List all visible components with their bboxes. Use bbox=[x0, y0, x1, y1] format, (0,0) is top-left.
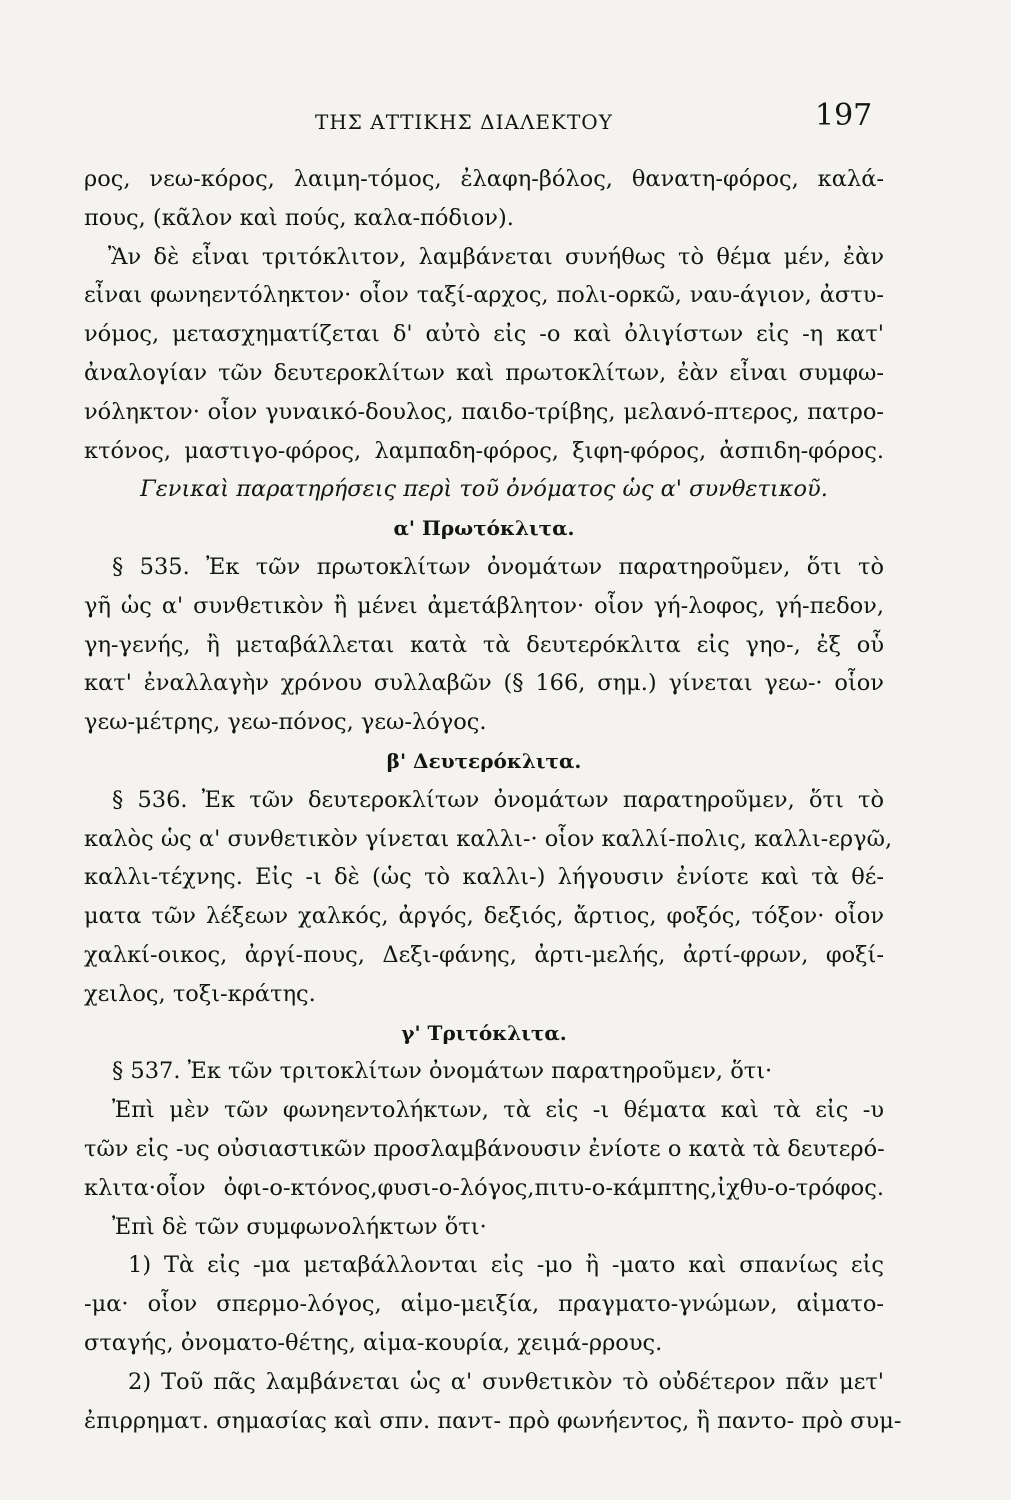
text-line: 1) Τὰ εἰς -μα μεταβάλλονται εἰς -μο ἢ -ματο καὶ σπανίως εἰς bbox=[128, 1252, 884, 1279]
text-line: ματα τῶν λέξεων χαλκός, ἀργός, δεξιός, ἄρτιος, φοξός, τόξον· οἷον bbox=[84, 903, 884, 930]
section-title: Γενικαὶ παρατηρήσεις περὶ τοῦ ὀνόματος ὡς α' συνθετικοῦ. bbox=[140, 476, 828, 503]
text-line: εἶναι φωνηεντόληκτον· οἷον ταξί-αρχος, πολι-ορκῶ, ναυ-άγιον, ἀστυ- bbox=[84, 282, 884, 309]
text-line: χειλος, τοξι-κράτης. bbox=[84, 980, 316, 1007]
text-line: σταγής, ὀνοματο-θέτης, αἱμα-κουρία, χειμά-ρρους. bbox=[84, 1329, 663, 1356]
text-line: κλιτα·οἷον ὀφι-ο-κτόνος,φυσι-ο-λόγος,πιτυ-ο-κάμπτης,ἰχθυ-ο-τρόφος. bbox=[84, 1174, 884, 1201]
text-line: ἐπιρρηματ. σημασίας καὶ σπν. παντ- πρὸ φωνήεντος, ἢ παντο- πρὸ συμ- bbox=[84, 1407, 902, 1434]
subsection-heading: β' Δευτερόκλιτα. bbox=[386, 748, 582, 773]
text-line: Ἐπὶ μὲν τῶν φωνηεντολήκτων, τὰ εἰς -ι θέματα καὶ τὰ εἰς -υ bbox=[112, 1097, 884, 1124]
text-line: κτόνος, μαστιγο-φόρος, λαμπαδη-φόρος, ξιφη-φόρος, ἀσπιδη-φόρος. bbox=[84, 437, 884, 464]
page-number: 197 bbox=[815, 98, 873, 133]
subsection-heading: α' Πρωτόκλιτα. bbox=[393, 516, 575, 541]
running-title: ΤΗΣ ΑΤΤΙΚΗΣ ΔΙΑΛΕΚΤΟΥ bbox=[315, 110, 613, 134]
text-line: νόμος, μετασχηματίζεται δ' αὐτὸ εἰς -ο καὶ ὀλιγίστων εἰς -η κατ' bbox=[84, 321, 884, 348]
text-line: § 535. Ἐκ τῶν πρωτοκλίτων ὀνομάτων παρατηροῦμεν, ὅτι τὸ bbox=[112, 553, 884, 580]
text-line: Ἐπὶ δὲ τῶν συμφωνολήκτων ὅτι· bbox=[112, 1213, 487, 1240]
text-line: ρος, νεω-κόρος, λαιμη-τόμος, ἐλαφη-βόλος, θανατη-φόρος, καλά- bbox=[84, 166, 884, 192]
text-line: ἀναλογίαν τῶν δευτεροκλίτων καὶ πρωτοκλίτων, ἐὰν εἶναι συμφω- bbox=[84, 359, 884, 386]
body-text bbox=[84, 160, 902, 1440]
text-line: γη-γενής, ἢ μεταβάλλεται κατὰ τὰ δευτερόκλιτα εἰς γηο-, ἐξ οὗ bbox=[84, 631, 884, 658]
subsection-heading: γ' Τριτόκλιτα. bbox=[401, 1020, 567, 1045]
text-line: τῶν εἰς -υς οὐσιαστικῶν προσλαμβάνουσιν ἐνίοτε ο κατὰ τὰ δευτερό- bbox=[84, 1135, 885, 1162]
text-line: 2) Τοῦ πᾶς λαμβάνεται ὡς α' συνθετικὸν τὸ οὐδέτερον πᾶν μετ' bbox=[128, 1368, 884, 1395]
text-line: γῆ ὡς α' συνθετικὸν ἢ μένει ἀμετάβλητον· οἷον γή-λοφος, γή-πεδον, bbox=[84, 592, 884, 619]
text-line: -μα· οἷον σπερμο-λόγος, αἱμο-μειξία, πραγματο-γνώμων, αἱματο- bbox=[84, 1291, 884, 1318]
text-line: γεω-μέτρης, γεω-πόνος, γεω-λόγος. bbox=[84, 709, 487, 736]
text-line: § 536. Ἐκ τῶν δευτεροκλίτων ὀνομάτων παρατηροῦμεν, ὅτι τὸ bbox=[112, 786, 884, 813]
text-line: Ἂν δὲ εἶναι τριτόκλιτον, λαμβάνεται συνήθως τὸ θέμα μέν, ἐὰν bbox=[108, 243, 884, 270]
text-line: § 537. Ἐκ τῶν τριτοκλίτων ὀνομάτων παρατηροῦμεν, ὅτι· bbox=[112, 1058, 773, 1085]
text-line: πους, (κᾶλον καὶ πούς, καλα-πόδιον). bbox=[84, 204, 514, 231]
text-line: καλλι-τέχνης. Εἰς -ι δὲ (ὡς τὸ καλλι-) λήγουσιν ἐνίοτε καὶ τὰ θέ- bbox=[84, 864, 884, 891]
text-line: καλὸς ὡς α' συνθετικὸν γίνεται καλλι-· οἷον καλλί-πολις, καλλι-εργῶ, bbox=[84, 825, 893, 852]
text-line: χαλκί-οικος, ἀργί-πους, Δεξι-φάνης, ἀρτι-μελής, ἀρτί-φρων, φοξί- bbox=[84, 941, 884, 968]
text-line: νόληκτον· οἷον γυναικό-δουλος, παιδο-τρίβης, μελανό-πτερος, πατρο- bbox=[84, 398, 884, 425]
text-line: κατ' ἐναλλαγὴν χρόνου συλλαβῶν (§ 166, σημ.) γίνεται γεω-· οἷον bbox=[84, 670, 884, 697]
